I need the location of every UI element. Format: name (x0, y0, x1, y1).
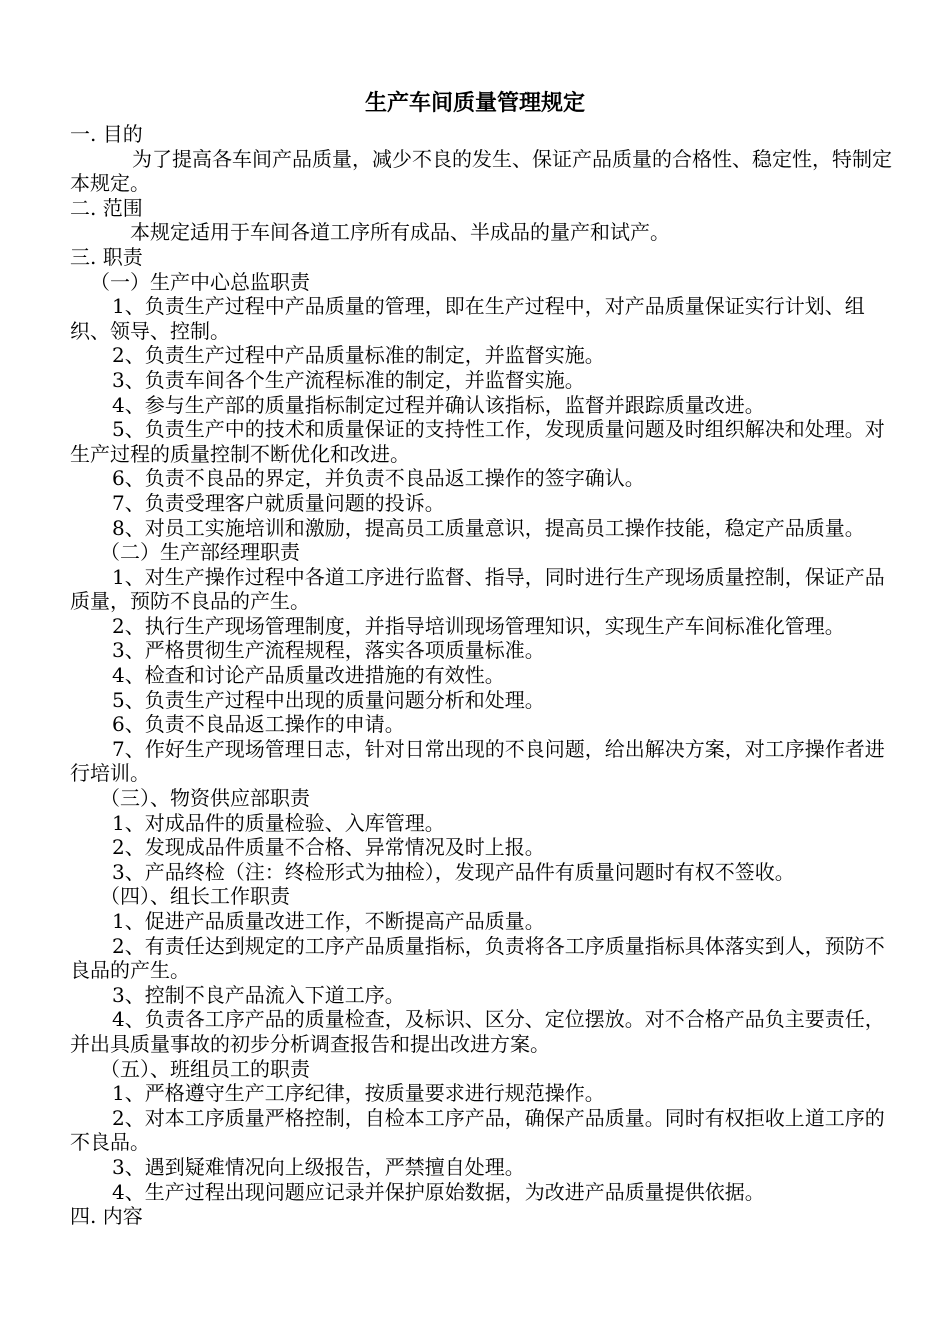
paragraph-line: 8、对员工实施培训和激励，提高员工质量意识，提高员工操作技能，稳定产品质量。 (112, 515, 865, 540)
paragraph-line: 为了提高各车间产品质量，减少不良的发生、保证产品质量的合格性、稳定性，特制定本规定。 (70, 146, 892, 196)
paragraph-line: 5、负责生产中的技术和质量保证的支持性工作，发现质量问题及时组织解决和处理。对生产过程的质量控制不断优化和改进。 (70, 417, 885, 466)
paragraph-line: （一）生产中心总监职责 (90, 269, 310, 294)
paragraph-line: （二）生产部经理职责 (100, 540, 300, 565)
paragraph-line: 1、负责生产过程中产品质量的管理，即在生产过程中，对产品质量保证实行计划、组织、领导、控制。 (70, 294, 865, 343)
paragraph-line: 2、执行生产现场管理制度，并指导培训现场管理知识，实现生产车间标准化管理。 (112, 613, 845, 638)
paragraph-line: 3、遇到疑难情况向上级报告，严禁擅自处理。 (112, 1154, 525, 1179)
paragraph-line: 本规定适用于车间各道工序所有成品、半成品的量产和试产。 (130, 220, 670, 245)
paragraph-line: 2、有责任达到规定的工序产品质量指标，负责将各工序质量指标具体落实到人，预防不良品的产生。 (70, 933, 885, 983)
paragraph-line: （三）、物资供应部职责 (100, 786, 310, 811)
paragraph-line: 6、负责不良品的界定，并负责不良品返工操作的签字确认。 (112, 466, 645, 491)
paragraph-line: 4、负责各工序产品的质量检查，及标识、区分、定位摆放。对不合格产品负主要责任，并出具质量事故的初步分析调查报告和提出改进方案。 (70, 1007, 885, 1056)
paragraph-line: 7、作好生产现场管理日志，针对日常出现的不良问题，给出解决方案，对工序操作者进行培训。 (70, 736, 885, 786)
document-body (70, 122, 900, 1229)
paragraph-line: 一. 目的 (70, 122, 143, 146)
paragraph-line: 1、严格遵守生产工序纪律，按质量要求进行规范操作。 (112, 1081, 605, 1106)
paragraph-line: 2、发现成品件质量不合格、异常情况及时上报。 (112, 835, 545, 860)
paragraph-line: 4、检查和讨论产品质量改进措施的有效性。 (112, 663, 505, 688)
paragraph-line: 7、负责受理客户就质量问题的投诉。 (112, 490, 445, 515)
paragraph-line: （五）、班组员工的职责 (100, 1056, 310, 1081)
paragraph-line: 四. 内容 (70, 1204, 143, 1229)
paragraph-line: 1、对生产操作过程中各道工序进行监督、指导，同时进行生产现场质量控制，保证产品质量，预防不良品的产生。 (70, 564, 885, 614)
paragraph-line: 2、对本工序质量严格控制，自检本工序产品，确保产品质量。同时有权拒收上道工序的不良品。 (70, 1105, 885, 1155)
document-title: 生产车间质量管理规定 (364, 91, 585, 116)
paragraph-line: 1、促进产品质量改进工作，不断提高产品质量。 (112, 909, 545, 933)
paragraph-line: 3、产品终检（注：终检形式为抽检），发现产品件有质量问题时有权不签收。 (112, 859, 795, 884)
paragraph-line: 4、生产过程出现问题应记录并保护原始数据，为改进产品质量提供依据。 (112, 1179, 765, 1204)
paragraph-line: 二. 范围 (70, 195, 143, 220)
paragraph-line: 3、负责车间各个生产流程标准的制定，并监督实施。 (112, 367, 585, 392)
paragraph-line: 2、负责生产过程中产品质量标准的制定，并监督实施。 (112, 343, 605, 368)
paragraph-line: 三. 职责 (70, 244, 143, 269)
paragraph-line: 3、严格贯彻生产流程规程，落实各项质量标准。 (112, 638, 545, 663)
paragraph-line: 5、负责生产过程中出现的质量问题分析和处理。 (112, 687, 545, 712)
paragraph-line: 4、参与生产部的质量指标制定过程并确认该指标，监督并跟踪质量改进。 (112, 392, 765, 417)
paragraph-line: 3、控制不良产品流入下道工序。 (112, 982, 405, 1007)
paragraph-line: （四）、组长工作职责 (100, 884, 290, 909)
paragraph-line: 1、对成品件的质量检验、入库管理。 (112, 810, 445, 835)
paragraph-line: 6、负责不良品返工操作的申请。 (112, 712, 405, 737)
